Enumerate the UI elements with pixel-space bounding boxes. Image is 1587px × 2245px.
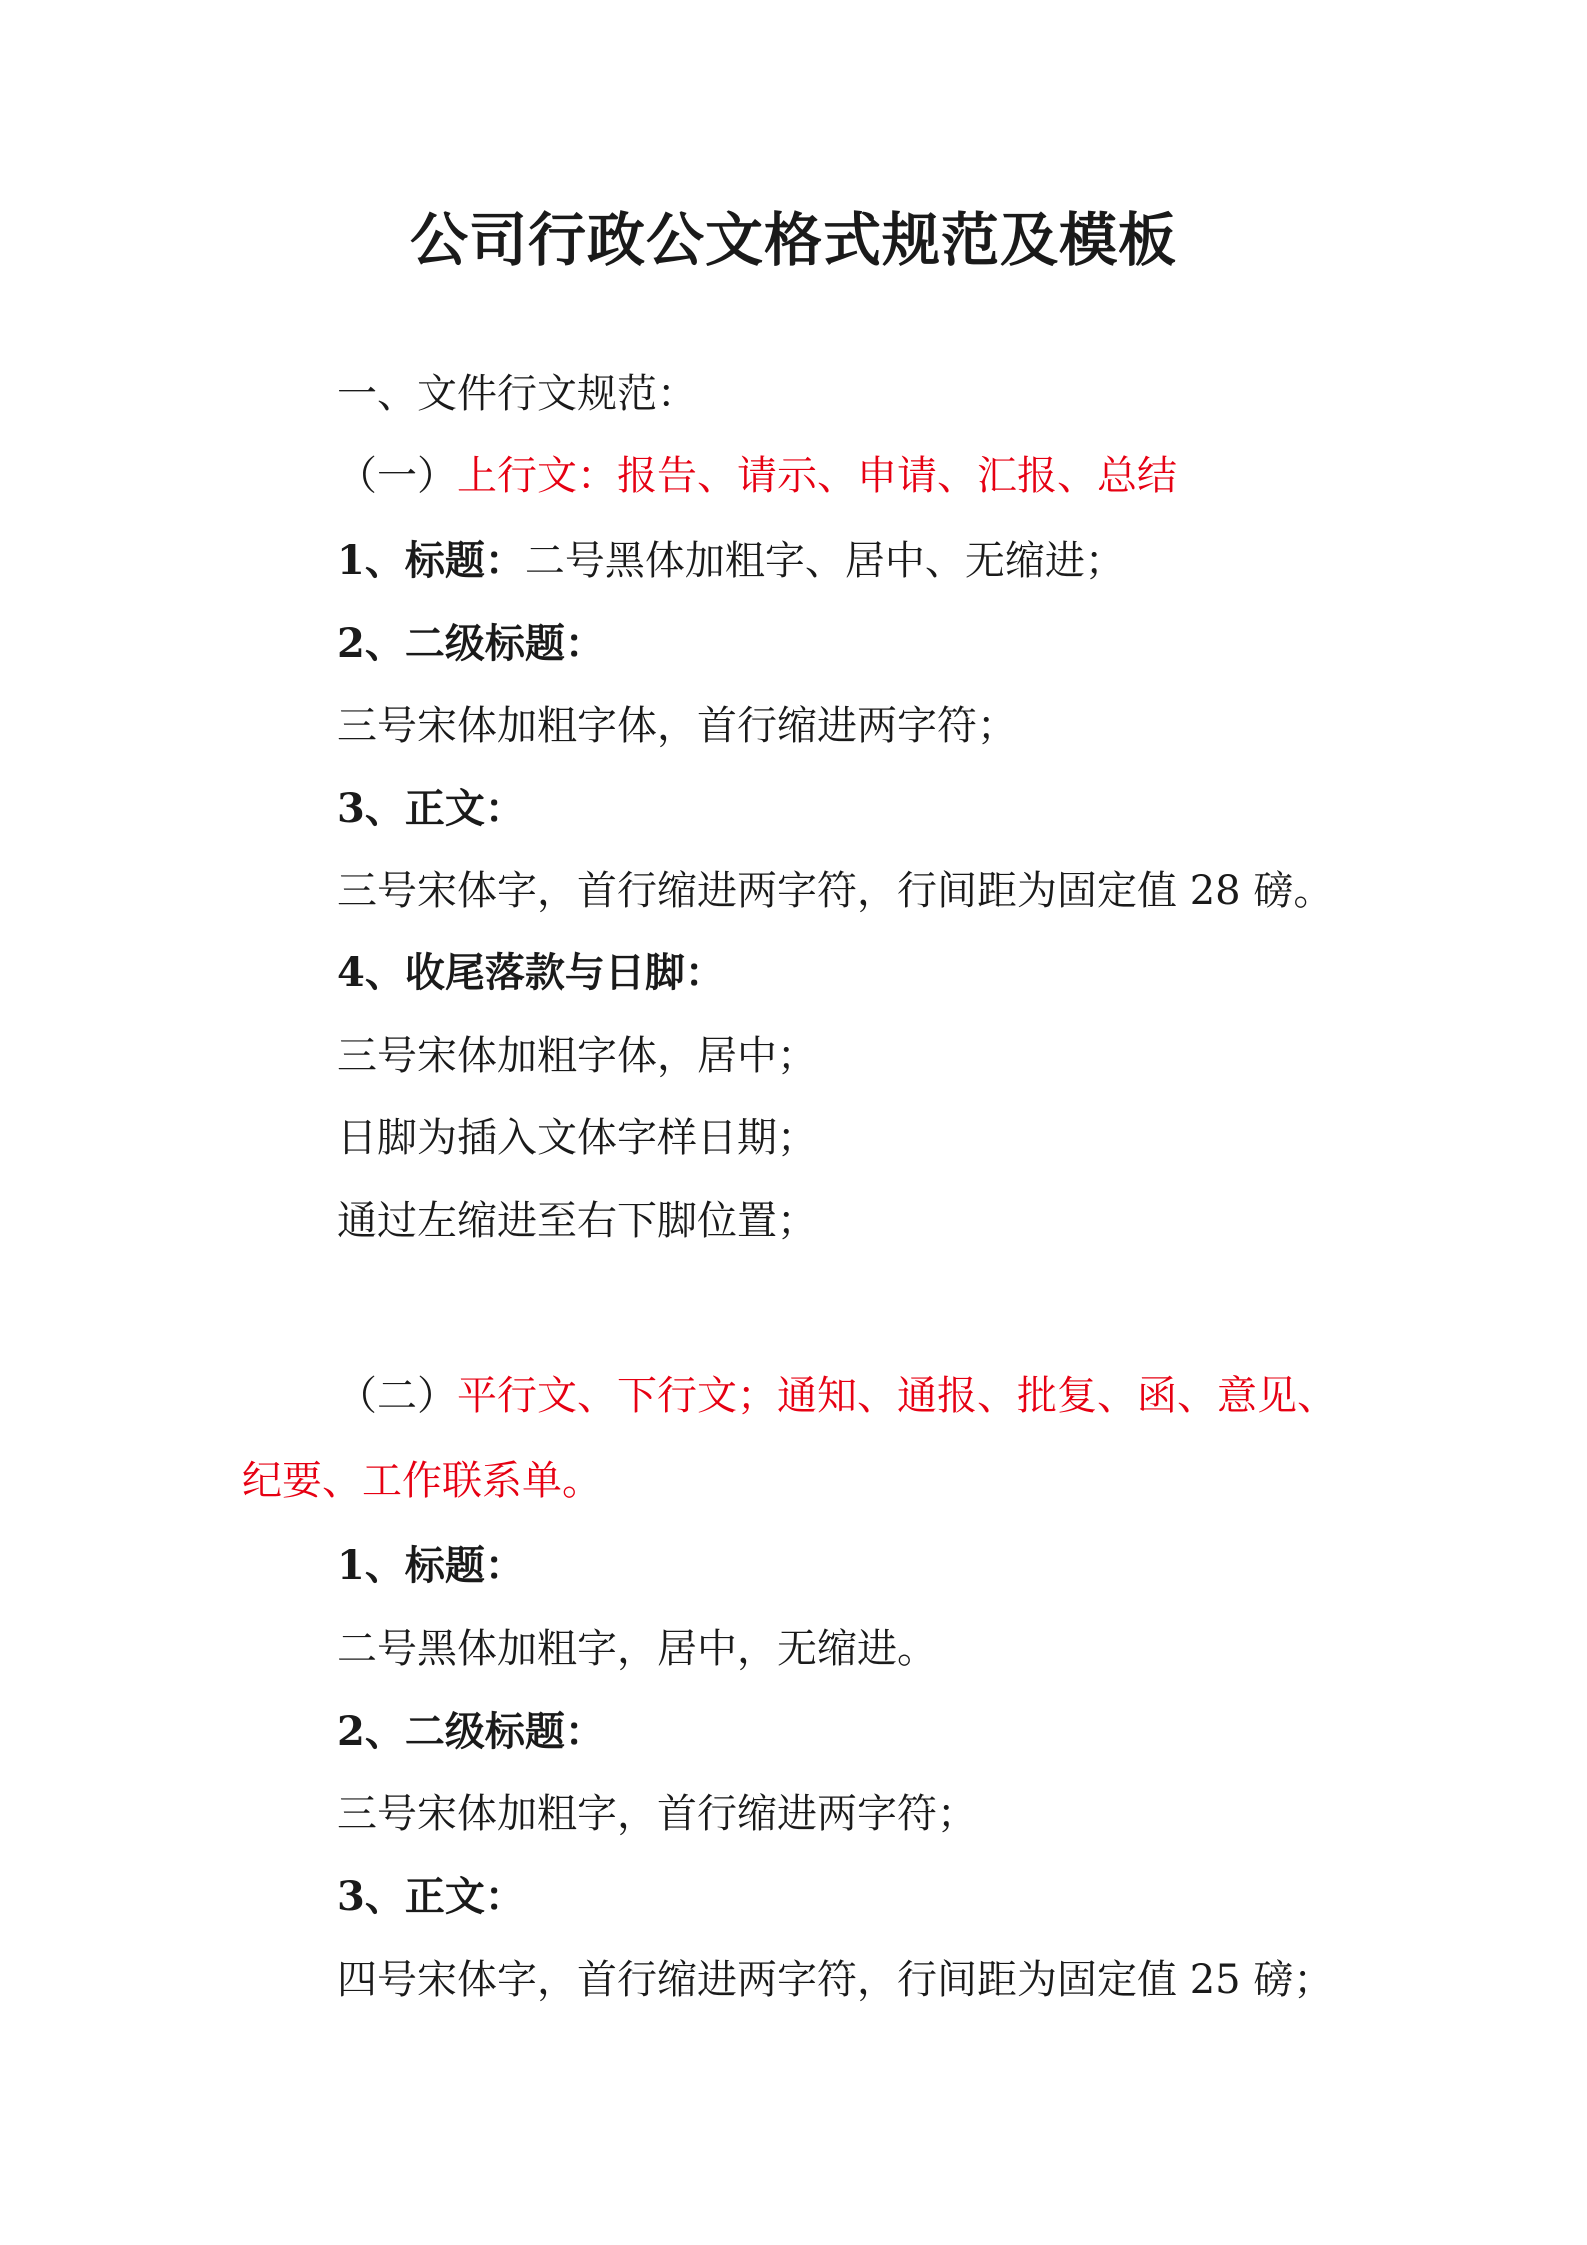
item-rest: 二号黑体加粗字、居中、无缩进；	[524, 538, 1125, 584]
item-label: 、正文：	[364, 1873, 525, 1920]
page-title: 公司行政公文格式规范及模板	[409, 206, 1177, 274]
item-label: 、标题：	[364, 537, 525, 584]
subsection-1-red-text: 上行文：报告、请示、申请、汇报、总结	[457, 453, 1177, 499]
item-number: 2	[337, 620, 365, 667]
item-text-line: 日脚为插入文体字样日期；	[337, 1115, 817, 1161]
item-text-line: 通过左缩进至右下脚位置；	[337, 1198, 817, 1244]
item-text-line: 三号宋体加粗字体，居中；	[337, 1033, 817, 1079]
item-3-label-line	[337, 783, 525, 835]
item-number: 3	[337, 785, 365, 832]
item-number: 3	[337, 1873, 365, 1920]
item-text-line: 三号宋体字，首行缩进两字符，行间距为固定值 28 磅。	[337, 868, 1334, 914]
item-label: 、标题：	[364, 1542, 525, 1589]
item-3-label-line	[337, 1871, 525, 1923]
item-text-line: 二号黑体加粗字，居中，无缩进。	[337, 1626, 937, 1672]
item-number: 1	[337, 537, 365, 584]
item-1-title-line	[337, 535, 1125, 587]
item-2-label-line	[337, 1706, 605, 1758]
item-2-label-line	[337, 618, 605, 670]
item-number: 1	[337, 1542, 365, 1589]
item-text-line: 四号宋体字，首行缩进两字符，行间距为固定值 25 磅；	[337, 1957, 1334, 2003]
item-text-line: 三号宋体加粗字，首行缩进两字符；	[337, 1791, 977, 1837]
item-1-label-line	[337, 1540, 525, 1592]
item-label: 、正文：	[364, 785, 525, 832]
item-label: 、收尾落款与日脚：	[364, 949, 725, 996]
subsection-1-prefix: （一）	[337, 453, 457, 499]
item-4-label-line	[337, 947, 725, 999]
item-number: 4	[337, 949, 365, 996]
subsection-1-heading	[337, 450, 1177, 502]
item-text-line: 三号宋体加粗字体，首行缩进两字符；	[337, 703, 1017, 749]
item-label: 、二级标题：	[364, 620, 605, 667]
subsection-2-red-text-continued: 纪要、工作联系单。	[242, 1458, 602, 1504]
subsection-2-prefix: （二）	[337, 1373, 457, 1419]
subsection-2-heading	[337, 1370, 1337, 1422]
item-label: 、二级标题：	[364, 1708, 605, 1755]
section-heading: 一、文件行文规范：	[337, 371, 697, 417]
subsection-2-red-text: 平行文、下行文；通知、通报、批复、函、意见、	[457, 1373, 1337, 1419]
item-number: 2	[337, 1708, 365, 1755]
